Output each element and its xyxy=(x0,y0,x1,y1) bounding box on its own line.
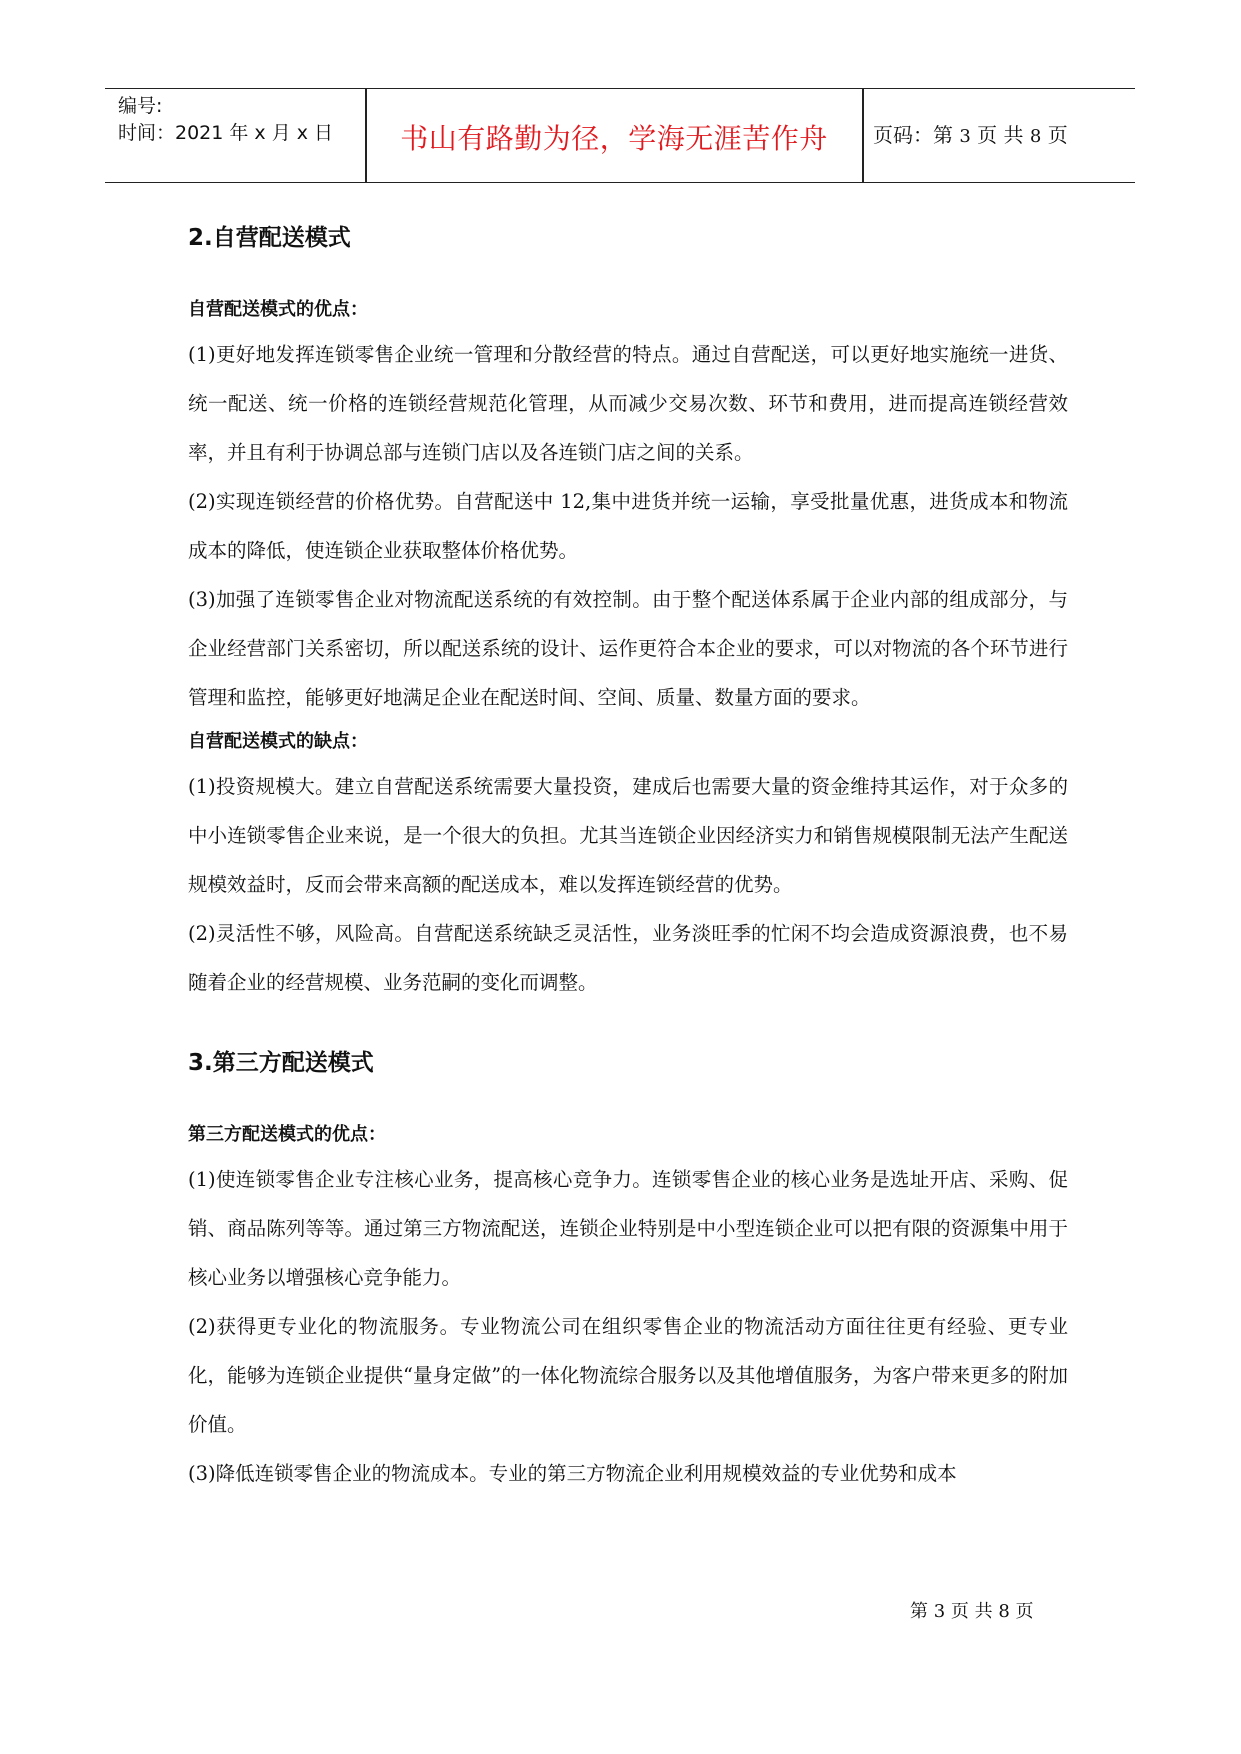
page-footer: 第 3 页 共 8 页 xyxy=(910,1601,1034,1622)
section-title: 2.自营配送模式 xyxy=(188,225,351,251)
paragraph: (3)降低连锁零售企业的物流成本。专业的第三方物流企业利用规模效益的专业优势和成本 xyxy=(188,1462,957,1485)
paragraph: (3)加强了连锁零售企业对物流配送系统的有效控制。由于整个配送体系属于企业内部的组成部分，与企业经营部门关系密切，所以配送系统的设计、运作更符合本企业的要求，可以对物流的各个环节进行管理和监控，能够更好地满足企业在配送时间、空间、质量、数量方面的要求。 xyxy=(188,588,1068,709)
header-page-code: 页码：第 3 页 共 8 页 xyxy=(873,123,1068,147)
section-title: 3.第三方配送模式 xyxy=(188,1050,374,1076)
subsection-title: 自营配送模式的缺点： xyxy=(188,731,368,752)
time-label: 时间：2021 年 x 月 x 日 xyxy=(118,122,334,144)
paragraph: (2)获得更专业化的物流服务。专业物流公司在组织零售企业的物流活动方面往往更有经验、更专业化，能够为连锁企业提供“量身定做”的一体化物流综合服务以及其他增值服务，为客户带来更多的附加价值。 xyxy=(188,1315,1068,1436)
header-divider xyxy=(862,89,864,182)
page-header xyxy=(105,88,1135,183)
subsection-title: 第三方配送模式的优点： xyxy=(188,1124,386,1145)
paragraph: (1)更好地发挥连锁零售企业统一管理和分散经营的特点。通过自营配送，可以更好地实施统一进货、统一配送、统一价格的连锁经营规范化管理，从而减少交易次数、环节和费用，进而提高连锁经营效率，并且有利于协调总部与连锁门店以及各连锁门店之间的关系。 xyxy=(188,343,1068,464)
subsection-title: 自营配送模式的优点： xyxy=(188,299,368,320)
paragraph: (1)投资规模大。建立自营配送系统需要大量投资，建成后也需要大量的资金维持其运作，对于众多的中小连锁零售企业来说，是一个很大的负担。尤其当连锁企业因经济实力和销售规模限制无法产生配送规模效益时，反而会带来高额的配送成本，难以发挥连锁经营的优势。 xyxy=(188,775,1068,896)
code-label: 编号: xyxy=(118,95,163,117)
header-divider xyxy=(365,89,367,182)
document-body xyxy=(188,218,1068,1498)
paragraph: (2)实现连锁经营的价格优势。自营配送中 12,集中进货并统一运输，享受批量优惠，进货成本和物流成本的降低，使连锁企业获取整体价格优势。 xyxy=(188,490,1068,562)
paragraph: (2)灵活性不够，风险高。自营配送系统缺乏灵活性，业务淡旺季的忙闲不均会造成资源浪费，也不易随着企业的经营规模、业务范嗣的变化而调整。 xyxy=(188,922,1068,994)
motto: 书山有路勤为径，学海无涯苦作舟 xyxy=(400,122,828,155)
paragraph: (1)使连锁零售企业专注核心业务，提高核心竞争力。连锁零售企业的核心业务是选址开店、采购、促销、商品陈列等等。通过第三方物流配送，连锁企业特别是中小型连锁企业可以把有限的资源集中用于核心业务以增强核心竞争能力。 xyxy=(188,1168,1068,1289)
header-meta xyxy=(118,93,333,147)
